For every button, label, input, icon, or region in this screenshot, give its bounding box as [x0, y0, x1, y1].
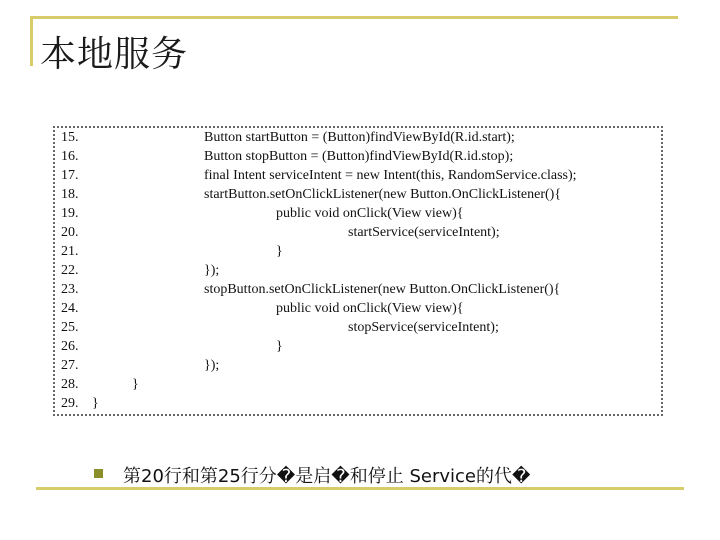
- line-number: 23.: [61, 282, 79, 297]
- code-text: });: [204, 263, 220, 278]
- code-text: startButton.setOnClickListener(new Button.OnClickListener(){: [204, 187, 562, 202]
- frame-top-line: [30, 16, 678, 19]
- frame-left-line: [30, 16, 33, 66]
- code-line: [61, 204, 464, 223]
- line-number: 29.: [61, 396, 79, 411]
- line-number: 15.: [61, 130, 79, 145]
- code-text: public void onClick(View view){: [276, 301, 464, 316]
- code-line: [61, 337, 283, 356]
- code-line: [61, 375, 139, 394]
- code-line: [61, 147, 514, 166]
- code-text: }: [132, 377, 139, 392]
- line-number: 24.: [61, 301, 79, 316]
- code-text: final Intent serviceIntent = new Intent(this, RandomService.class);: [204, 168, 577, 183]
- bullet-text: 第20行和第25行分�是启�和停止 Service的代�: [123, 466, 531, 487]
- line-number: 20.: [61, 225, 79, 240]
- line-number: 19.: [61, 206, 79, 221]
- line-number: 25.: [61, 320, 79, 335]
- code-text: }: [276, 339, 283, 354]
- line-number: 21.: [61, 244, 79, 259]
- code-box: [53, 126, 663, 416]
- line-number: 18.: [61, 187, 79, 202]
- bullet-square-icon: [94, 469, 103, 478]
- code-line: [61, 166, 577, 185]
- code-line: [61, 242, 283, 261]
- line-number: 22.: [61, 263, 79, 278]
- code-text: Button stopButton = (Button)findViewById(R.id.stop);: [204, 149, 514, 164]
- code-text: stopButton.setOnClickListener(new Button.OnClickListener(){: [204, 282, 561, 297]
- line-number: 28.: [61, 377, 79, 392]
- code-line: [61, 318, 499, 337]
- code-text: });: [204, 358, 220, 373]
- line-number: 26.: [61, 339, 79, 354]
- code-line: [61, 261, 220, 280]
- line-number: 16.: [61, 149, 79, 164]
- code-text: }: [276, 244, 283, 259]
- code-line: [61, 223, 500, 242]
- code-line: [61, 280, 561, 299]
- code-text: startService(serviceIntent);: [348, 225, 500, 240]
- code-text: Button startButton = (Button)findViewById(R.id.start);: [204, 130, 515, 145]
- code-line: [61, 394, 99, 413]
- code-text: }: [92, 396, 99, 411]
- line-number: 27.: [61, 358, 79, 373]
- line-number: 17.: [61, 168, 79, 183]
- code-line: [61, 128, 515, 147]
- code-text: stopService(serviceIntent);: [348, 320, 499, 335]
- code-line: [61, 356, 220, 375]
- code-line: [61, 185, 562, 204]
- slide-title: 本地服务: [40, 34, 189, 75]
- code-line: [61, 299, 464, 318]
- frame-bottom-line: [36, 487, 684, 490]
- code-text: public void onClick(View view){: [276, 206, 464, 221]
